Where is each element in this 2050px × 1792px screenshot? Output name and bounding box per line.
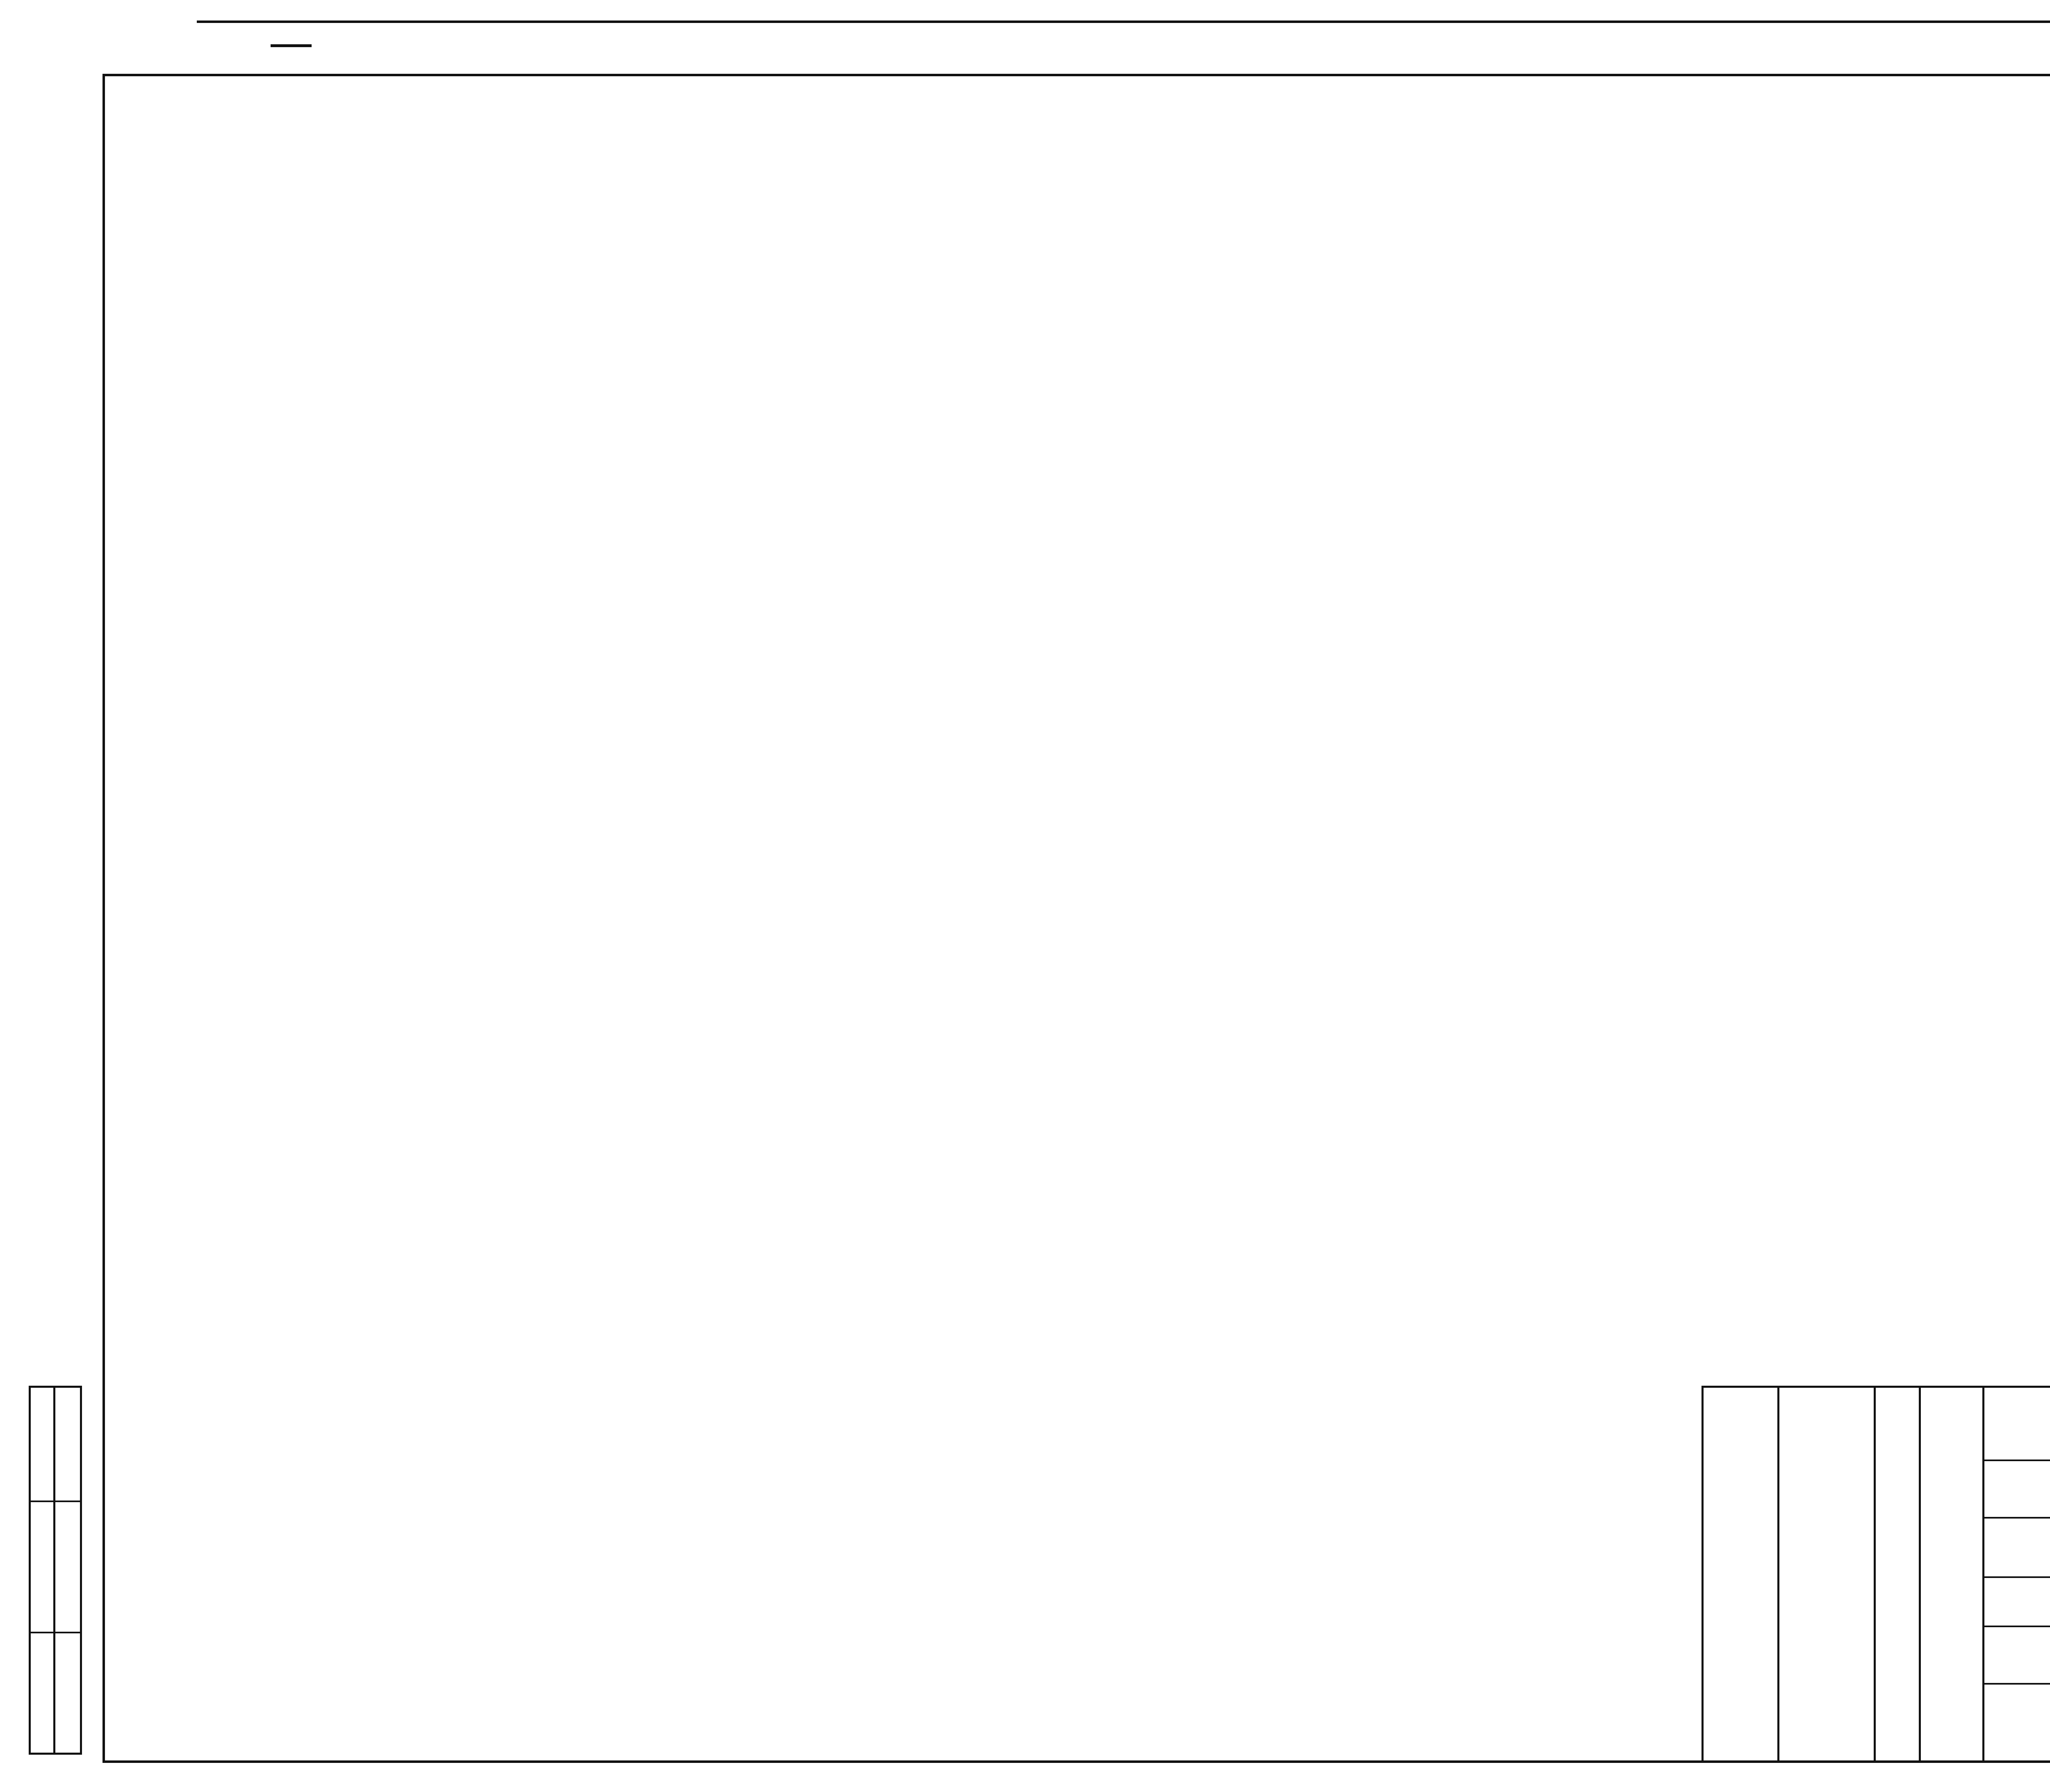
stamp-col-line-3 bbox=[1919, 1386, 1921, 1763]
strip-divider-v bbox=[53, 1386, 55, 1755]
signature-strip bbox=[29, 1386, 82, 1755]
stamp-code-top bbox=[1982, 1517, 2050, 1519]
title-block bbox=[1702, 1386, 2050, 1763]
table-column-2 bbox=[894, 139, 1673, 1763]
stamp-col-line-1 bbox=[1777, 1386, 1779, 1763]
stamp-title-bottom bbox=[1982, 1626, 2050, 1627]
stamp-privyazan-bottom bbox=[1982, 1460, 2050, 1461]
top-border-line bbox=[197, 20, 2050, 23]
stamp-name-top bbox=[1982, 1683, 2050, 1685]
strip-divider-1 bbox=[29, 1501, 82, 1502]
stamp-col-line-2 bbox=[1874, 1386, 1876, 1763]
stamp-code-bottom bbox=[1982, 1576, 2050, 1578]
table-column-1 bbox=[102, 139, 882, 1763]
top-mark-dash bbox=[271, 44, 312, 47]
strip-divider-2 bbox=[29, 1632, 82, 1633]
stamp-col-line-4 bbox=[1982, 1386, 1984, 1763]
